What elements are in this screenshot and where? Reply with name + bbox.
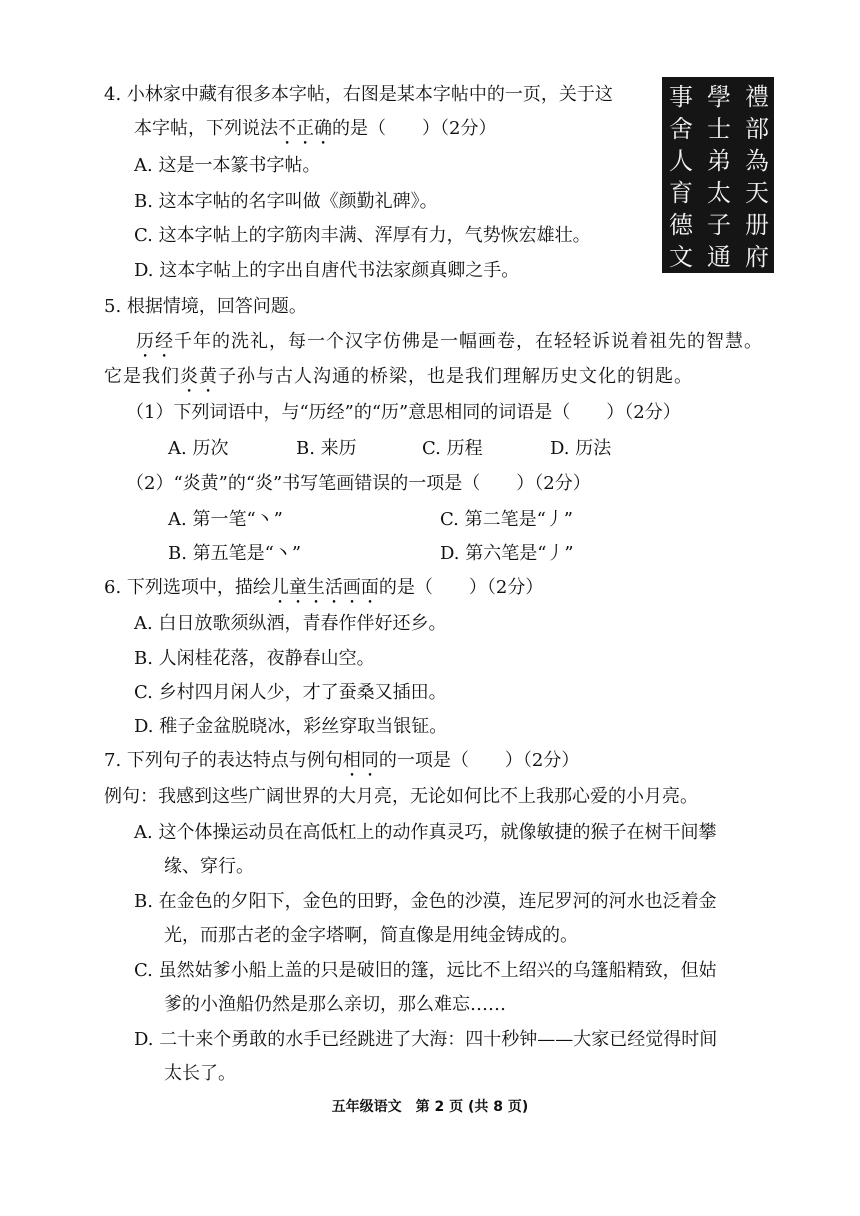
calligraphy-column-1 [744,81,770,273]
q4-stem-line1: 4. 小林家中藏有很多本字帖，右图是某本字帖中的一页，关于这 [104,84,613,105]
q4-option-a[interactable]: A. 这是一本篆书字帖。 [134,155,321,176]
calligraphy-char: 育 [669,179,693,207]
q7-option-b[interactable]: B. 在金色的夕阳下，金色的田野，金色的沙漠，连尼罗河的河水也泛着金 [134,891,717,912]
calligraphy-char: 天 [745,179,769,207]
calligraphy-rubbing-image [662,77,774,273]
q5-passage-line1-text: 千年的洗礼，每一个汉字仿佛是一幅画卷，在轻轻诉说着祖先的智慧。 [174,331,763,352]
q6-option-c[interactable]: C. 乡村四月闲人少，才了蚕桑又插田。 [134,682,447,703]
calligraphy-char: 人 [669,147,693,175]
q6-stem [104,575,543,608]
q4-stem-post: 的是（ ）（2分） [332,118,497,139]
q5-sub1-option-b[interactable]: B. 来历 [296,438,357,459]
q7-example: 例句：我感到这些广阔世界的大月亮，无论如何比不上我那心爱的小月亮。 [104,786,698,807]
q5-title: 5. 根据情境，回答问题。 [104,296,307,317]
q7-stem-post: 的一项是（ ）（2分） [378,750,580,771]
calligraphy-char: 册 [745,211,769,239]
q7-option-a[interactable]: A. 这个体操运动员在高低杠上的动作真灵巧，就像敏捷的猴子在树干间攀 [134,822,717,843]
calligraphy-char: 士 [707,115,731,143]
q5-passage-line2-pre: 它是我们 [104,366,180,387]
q6-stem-pre: 6. 下列选项中，描绘 [104,577,271,598]
q5-passage-line1 [136,329,763,362]
q6-option-d[interactable]: D. 稚子金盆脱晓冰，彩丝穿取当银钲。 [134,716,448,737]
q5-sub2-stem: （2）“炎黄”的“炎”书写笔画错误的一项是（ ）（2分） [126,473,591,494]
q6-option-a[interactable]: A. 白日放歌须纵酒，青春作伴好还乡。 [134,613,447,634]
q4-option-d[interactable]: D. 这本字帖上的字出自唐代书法家颜真卿之手。 [134,260,520,281]
calligraphy-char: 弟 [707,147,731,175]
q4-stem-pre: 本字帖，下列说法 [134,118,278,139]
calligraphy-char: 事 [669,83,693,111]
q7-stem-pre: 7. 下列句子的表达特点与例句 [104,750,343,771]
q5-sub2-option-d[interactable]: D. 第六笔是“丿” [440,543,574,564]
calligraphy-column-3 [668,81,694,273]
q7-option-b-cont: 光，而那古老的金字塔啊，简直像是用纯金铸成的。 [164,925,578,946]
q5-sub1-option-c[interactable]: C. 历程 [422,438,483,459]
q6-emphasis: 儿童生活画面 [270,577,379,598]
q4-emphasis: 不正确 [278,118,332,139]
calligraphy-char: 文 [669,243,693,271]
calligraphy-char: 禮 [745,83,769,111]
q5-passage-line2-post: 子孙与古人沟通的桥梁，也是我们理解历史文化的钥匙。 [218,366,693,387]
calligraphy-char: 府 [745,243,769,271]
q5-passage-line2 [104,364,693,397]
q5-passage-emphasis-2: 炎黄 [180,366,218,387]
q6-stem-post: 的是（ ）（2分） [378,577,544,598]
q5-sub1-stem: （1）下列词语中，与“历经”的“历”意思相同的词语是（ ）（2分） [126,402,681,423]
calligraphy-char: 學 [707,83,731,111]
q5-sub2-option-b[interactable]: B. 第五笔是“丶” [168,543,302,564]
q7-emphasis: 相同 [342,750,379,771]
calligraphy-char: 部 [745,115,769,143]
q7-option-c-cont: 爹的小渔船仍然是那么亲切，那么难忘…… [164,994,506,1015]
page-footer: 五年级语文 第 2 页 (共 8 页) [331,1099,529,1115]
q7-stem [104,748,579,781]
q4-option-c[interactable]: C. 这本字帖上的字筋肉丰满、浑厚有力，气势恢宏雄壮。 [134,225,591,246]
q7-option-d[interactable]: D. 二十来个勇敢的水手已经跳进了大海：四十秒钟——大家已经觉得时间 [134,1029,718,1050]
q4-option-b[interactable]: B. 这本字帖的名字叫做《颜勤礼碑》。 [134,191,438,212]
q7-option-d-cont: 太长了。 [164,1063,236,1084]
calligraphy-column-2 [706,81,732,273]
q6-option-b[interactable]: B. 人闲桂花落，夜静春山空。 [134,648,375,669]
calligraphy-char: 子 [707,211,731,239]
calligraphy-char: 太 [707,179,731,207]
q5-sub2-option-a[interactable]: A. 第一笔“丶” [168,509,283,530]
calligraphy-char: 德 [669,211,693,239]
q5-passage-emphasis-1: 历经 [136,331,174,352]
q5-sub2-option-c[interactable]: C. 第二笔是“丿” [440,509,573,530]
calligraphy-char: 舍 [669,115,693,143]
q4-stem-line2 [134,116,496,149]
calligraphy-char: 通 [707,243,731,271]
q7-option-a-cont: 缘、穿行。 [164,856,254,877]
calligraphy-char: 為 [745,147,769,175]
q7-option-c[interactable]: C. 虽然姑爹小船上盖的只是破旧的篷，远比不上绍兴的乌篷船精致，但姑 [134,960,717,981]
q5-sub1-option-d[interactable]: D. 历法 [550,438,612,459]
q5-sub1-option-a[interactable]: A. 历次 [168,438,229,459]
